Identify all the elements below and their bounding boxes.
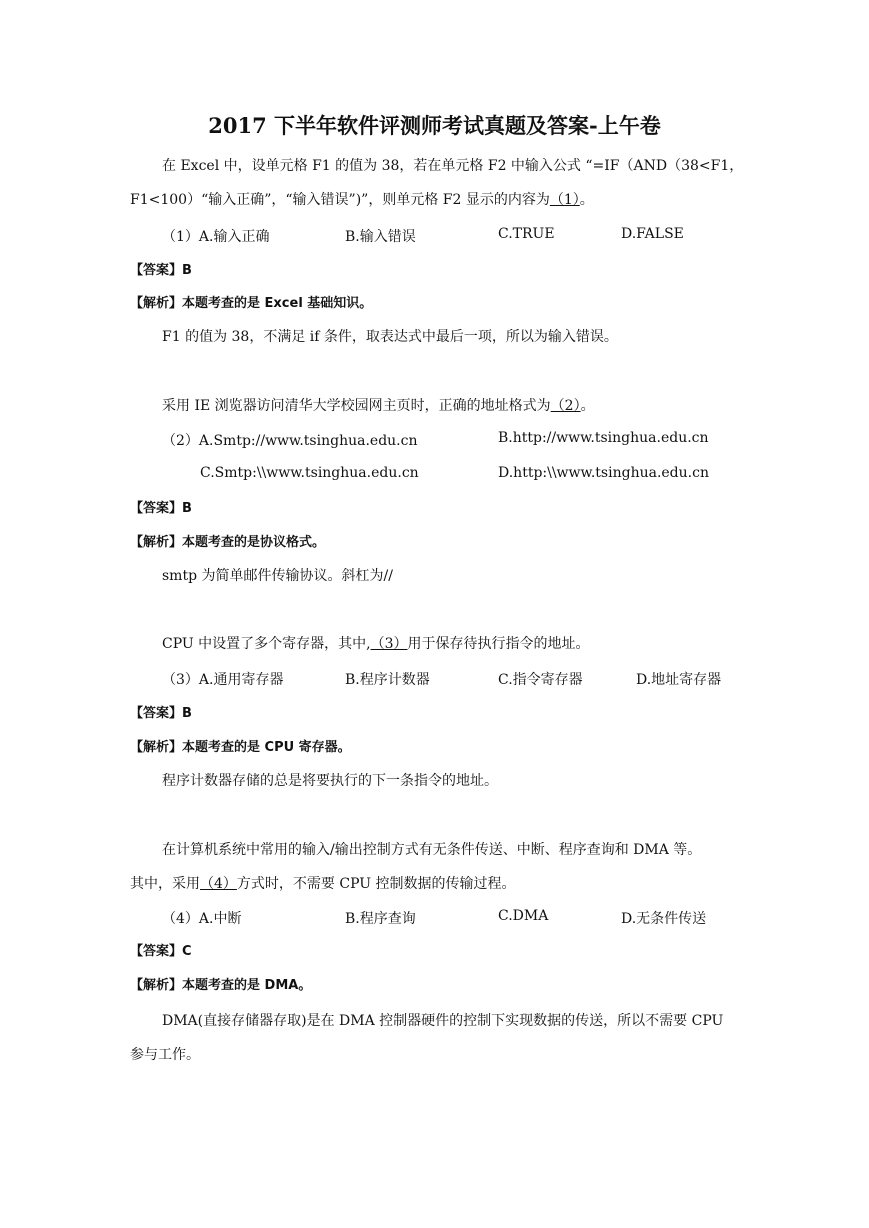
q3-stem-end: 用于保存待执行指令的地址。	[407, 636, 590, 652]
q3-option-d: D.地址寄存器	[636, 672, 722, 688]
q4-option-b: B.程序查询	[345, 911, 416, 927]
q1-stem-text: F1<100）“输入正确”，“输入错误”)”，则单元格 F2 显示的内容为	[130, 192, 550, 208]
q2-stem-end: 。	[580, 398, 595, 414]
q1-option-b: B.输入错误	[345, 229, 416, 245]
q3-stem	[162, 634, 590, 654]
q4-answer: 【答案】C	[130, 944, 192, 959]
q4-explanation-line1: DMA(直接存储器存取)是在 DMA 控制器硬件的控制下实现数据的传送，所以不需要 CPU	[162, 1013, 724, 1029]
q4-option-a: （4）A.中断	[162, 911, 242, 927]
q4-stem-text: 其中，采用	[130, 876, 200, 892]
q3-option-c: C.指令寄存器	[498, 672, 583, 688]
q3-answer: 【答案】B	[130, 706, 192, 721]
q3-option-a: （3）A.通用寄存器	[162, 672, 284, 688]
q2-stem	[162, 396, 595, 416]
q4-analysis: 【解析】本题考查的是 DMA。	[130, 978, 312, 993]
q1-answer: 【答案】B	[130, 263, 192, 278]
q3-explanation: 程序计数器存储的总是将要执行的下一条指令的地址。	[162, 773, 498, 789]
q1-analysis: 【解析】本题考查的是 Excel 基础知识。	[130, 296, 373, 311]
q1-option-d: D.FALSE	[621, 226, 684, 242]
q4-explanation-line2: 参与工作。	[130, 1047, 200, 1063]
q3-option-b: B.程序计数器	[345, 672, 430, 688]
q2-option-b: B.http://www.tsinghua.edu.cn	[498, 430, 709, 446]
q1-option-a: （1）A.输入正确	[162, 229, 270, 245]
q4-option-d: D.无条件传送	[621, 911, 707, 927]
q1-explanation: F1 的值为 38，不满足 if 条件，取表达式中最后一项，所以为输入错误。	[162, 329, 618, 345]
q2-answer: 【答案】B	[130, 501, 192, 516]
q1-stem-line2	[130, 190, 594, 210]
q2-stem-text: 采用 IE 浏览器访问清华大学校园网主页时，正确的地址格式为	[162, 398, 551, 414]
q4-stem-end: 方式时，不需要 CPU 控制数据的传输过程。	[236, 876, 516, 892]
q1-blank: （1）	[549, 192, 580, 208]
q2-option-a: （2）A.Smtp://www.tsinghua.edu.cn	[162, 433, 418, 449]
q4-option-c: C.DMA	[498, 908, 549, 924]
q1-stem-line1: 在 Excel 中，设单元格 F1 的值为 38，若在单元格 F2 中输入公式 “=IF（AND（38<F1，	[162, 158, 744, 174]
q4-stem-line2	[130, 874, 516, 894]
q2-option-d: D.http:\\www.tsinghua.edu.cn	[498, 465, 709, 481]
q4-stem-line1: 在计算机系统中常用的输入/输出控制方式有无条件传送、中断、程序查询和 DMA 等。	[162, 842, 702, 858]
q3-stem-text: CPU 中设置了多个寄存器，其中,	[162, 636, 371, 652]
q2-explanation: smtp 为简单邮件传输协议。斜杠为//	[162, 568, 393, 584]
q4-blank: （4）	[200, 876, 237, 892]
q3-analysis: 【解析】本题考查的是 CPU 寄存器。	[130, 740, 351, 755]
page-title: 2017 下半年软件评测师考试真题及答案-上午卷	[208, 113, 661, 138]
q2-option-c: C.Smtp:\\www.tsinghua.edu.cn	[200, 465, 419, 481]
q3-blank: （3）	[370, 636, 408, 652]
q1-option-c: C.TRUE	[498, 226, 555, 242]
q1-stem-end: 。	[579, 192, 594, 208]
q2-analysis: 【解析】本题考查的是协议格式。	[130, 535, 326, 550]
q2-blank: （2）	[550, 398, 581, 414]
